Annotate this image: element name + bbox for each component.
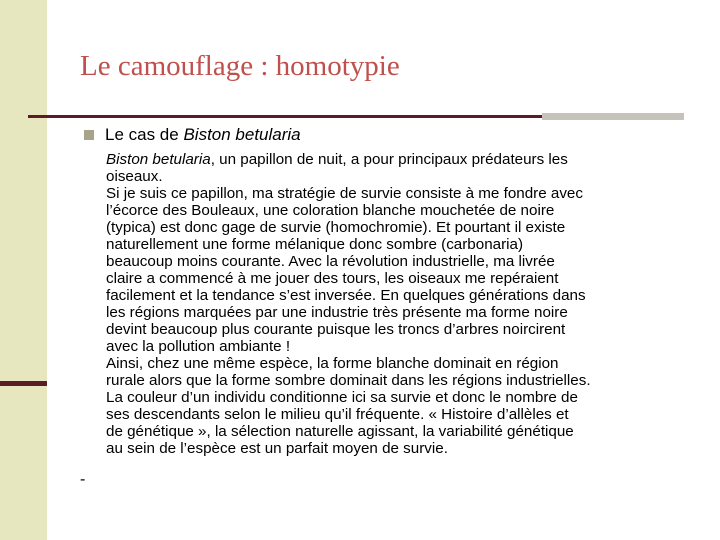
title-rule-dark xyxy=(28,115,542,118)
paragraph-line: Si je suis ce papillon, ma stratégie de survie consiste à me fondre avec xyxy=(106,185,583,202)
species-italic: Biston betularia xyxy=(106,151,211,168)
paragraph-line xyxy=(106,151,696,168)
bullet-heading-species: Biston betularia xyxy=(183,125,301,144)
paragraph-line: Ainsi, chez une même espèce, la forme blanche dominait en région xyxy=(106,355,559,372)
paragraph-line: ses descendants selon le milieu qu’il fréquente. « Histoire d’allèles et xyxy=(106,406,569,423)
slide-title: Le camouflage : homotypie xyxy=(80,50,400,82)
bullet-heading xyxy=(105,125,301,145)
paragraph-line: La couleur d’un individu conditionne ici sa survie et donc le nombre de xyxy=(106,389,578,406)
paragraph-line: oiseaux. xyxy=(106,168,163,185)
paragraph-line: claire a commencé à me jouer des tours, les oiseaux me repéraient xyxy=(106,270,559,287)
title-rule-light xyxy=(542,113,684,120)
left-sidebar-band xyxy=(0,0,47,540)
paragraph-line: devint beaucoup plus courante puisque les troncs d’arbres noircirent xyxy=(106,321,566,338)
paragraph-line: les régions marquées par une industrie très présente ma forme noire xyxy=(106,304,568,321)
paragraph-line: au sein de l’espèce est un parfait moyen de survie. xyxy=(106,440,448,457)
sidebar-accent-bar xyxy=(0,381,47,386)
paragraph-line: avec la pollution ambiante ! xyxy=(106,338,291,355)
paragraph-line: rurale alors que la forme sombre dominait dans les régions industrielles. xyxy=(106,372,591,389)
paragraph-line: (typica) est donc gage de survie (homochromie). Et pourtant il existe xyxy=(106,219,566,236)
body-paragraph xyxy=(106,151,696,457)
paragraph-line: facilement et la tendance s’est inversée. En quelques générations dans xyxy=(106,287,586,304)
paragraph-line: beaucoup moins courante. Avec la révolution industrielle, ma livrée xyxy=(106,253,555,270)
trailing-dash: - xyxy=(80,471,86,488)
square-bullet-icon xyxy=(84,130,94,140)
paragraph-line: de génétique », la sélection naturelle agissant, la variabilité génétique xyxy=(106,423,574,440)
paragraph-line: naturellement une forme mélanique donc sombre (carbonaria) xyxy=(106,236,524,253)
paragraph-first-line-rest: , un papillon de nuit, a pour principaux prédateurs les xyxy=(210,151,568,168)
paragraph-line: l’écorce des Bouleaux, une coloration blanche mouchetée de noire xyxy=(106,202,555,219)
bullet-heading-prefix: Le cas de xyxy=(105,125,184,144)
